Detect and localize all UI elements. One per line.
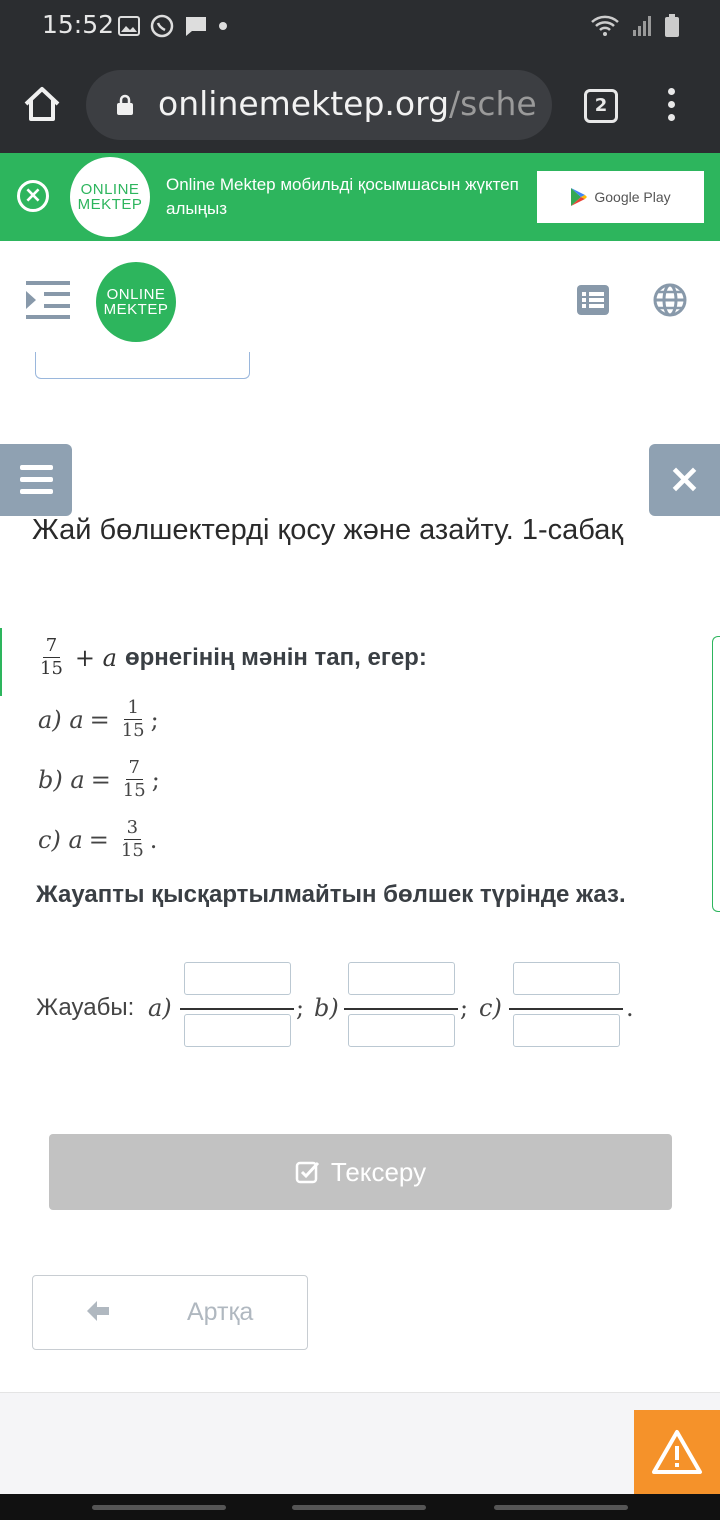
option-variable: a (69, 705, 84, 734)
notification-icons (118, 14, 228, 38)
check-button[interactable] (49, 1134, 672, 1210)
home-icon[interactable] (22, 84, 62, 124)
option-fraction (120, 758, 149, 801)
status-bar (0, 0, 720, 54)
lock-icon (116, 94, 134, 116)
task-instruction: Жауапты қысқартылмайтын бөлшек түрінде жаз. (36, 881, 626, 908)
expression-operator: + a (74, 643, 117, 672)
fraction-denominator: 15 (40, 658, 63, 679)
answer-separator: ; (296, 994, 305, 1022)
signal-icon (632, 15, 652, 37)
google-play-icon (570, 187, 588, 207)
logo-line-2: MEKTEP (77, 196, 143, 213)
fraction-denominator: 15 (120, 840, 144, 861)
warning-icon (634, 1410, 720, 1494)
sidebar-toggle-icon[interactable] (26, 279, 70, 321)
url-path: /sche (449, 84, 537, 123)
expression-fraction (37, 636, 66, 679)
answer-b-numerator-input[interactable] (348, 962, 455, 995)
logo-line-2: MEKTEP (103, 301, 169, 318)
close-panel-button[interactable]: × (649, 444, 720, 516)
globe-icon[interactable] (653, 283, 687, 317)
nav-home-gesture[interactable] (292, 1505, 426, 1510)
nav-recents-gesture[interactable] (494, 1505, 628, 1510)
partial-card (35, 352, 250, 379)
option-variable: a (68, 825, 83, 854)
site-header (0, 241, 720, 361)
answer-part-a-label: a) (148, 994, 172, 1022)
answer-c-fraction (509, 960, 623, 1050)
answer-separator: ; (460, 994, 469, 1022)
fraction-bar (180, 1008, 294, 1010)
answer-part-c-label: c) (479, 994, 502, 1022)
url-text (158, 84, 537, 123)
answer-row (36, 960, 696, 1050)
site-logo[interactable] (96, 262, 176, 342)
back-button-label: Артқа (187, 1298, 254, 1326)
option-b (38, 758, 160, 801)
fraction-numerator: 3 (124, 818, 141, 840)
answer-a-denominator-input[interactable] (184, 1014, 291, 1047)
tab-switcher-button[interactable]: 2 (584, 89, 618, 123)
page-footer (0, 1392, 720, 1496)
option-fraction (119, 698, 148, 741)
address-bar[interactable] (86, 70, 552, 140)
option-label: b) (38, 765, 63, 794)
close-banner-button[interactable]: × (17, 180, 49, 212)
scroll-indicator (712, 636, 720, 912)
answer-label: Жауабы: (36, 994, 135, 1021)
report-problem-button[interactable] (634, 1410, 720, 1494)
answer-part-b-label: b) (314, 994, 339, 1022)
arrow-left-icon (85, 1298, 111, 1324)
system-nav-bar (0, 1494, 720, 1520)
online-mektep-logo (70, 157, 150, 237)
option-label: a) (38, 705, 62, 734)
option-end: . (149, 825, 158, 854)
browser-toolbar (0, 54, 720, 153)
fraction-numerator: 7 (43, 636, 60, 658)
message-icon (184, 15, 208, 37)
fraction-numerator: 7 (126, 758, 143, 780)
option-equals: = (88, 825, 109, 854)
list-icon[interactable] (577, 285, 609, 315)
fraction-denominator: 15 (122, 780, 146, 801)
image-icon (118, 16, 140, 36)
option-variable: a (70, 765, 85, 794)
answer-a-numerator-input[interactable] (184, 962, 291, 995)
whatsapp-icon (150, 14, 174, 38)
dot-icon (218, 21, 228, 31)
answer-c-numerator-input[interactable] (513, 962, 620, 995)
option-end: ; (151, 765, 160, 794)
answer-a-fraction (180, 960, 294, 1050)
answer-b-fraction (344, 960, 458, 1050)
google-play-button[interactable] (537, 171, 704, 223)
url-domain: onlinemektep.org (158, 84, 450, 123)
browser-menu-icon[interactable] (664, 88, 678, 128)
wifi-icon (590, 15, 620, 37)
option-fraction (118, 818, 147, 861)
logo-line-1: ONLINE (106, 286, 166, 303)
nav-back-gesture[interactable] (92, 1505, 226, 1510)
status-time: 15:52 (42, 10, 115, 39)
option-label: c) (38, 825, 61, 854)
option-c (38, 818, 157, 861)
app-download-banner (0, 153, 720, 241)
task-marker (0, 628, 2, 696)
lesson-menu-button[interactable] (0, 444, 72, 516)
option-equals: = (90, 765, 111, 794)
option-a (38, 698, 159, 741)
google-play-label: Google Play (594, 189, 671, 205)
answer-b-denominator-input[interactable] (348, 1014, 455, 1047)
banner-message: Online Mektep мобильді қосымшасын жүктеп алыңыз (166, 175, 519, 218)
option-equals: = (89, 705, 110, 734)
lesson-title: Жай бөлшектерді қосу және азайту. 1-сабақ (32, 514, 624, 546)
option-end: ; (150, 705, 159, 734)
answer-end: . (626, 994, 634, 1022)
checkbox-checked-icon (295, 1160, 321, 1184)
fraction-numerator: 1 (124, 698, 141, 720)
logo-line-1: ONLINE (80, 181, 140, 198)
fraction-bar (344, 1008, 458, 1010)
task-prompt: өрнегінің мәнін тап, егер: (124, 643, 427, 671)
battery-icon (664, 14, 680, 38)
back-button[interactable] (32, 1275, 308, 1350)
system-icons (590, 14, 680, 38)
answer-c-denominator-input[interactable] (513, 1014, 620, 1047)
fraction-bar (509, 1008, 623, 1010)
fraction-denominator: 15 (121, 720, 145, 741)
task-expression (34, 636, 427, 679)
check-button-label: Тексеру (330, 1156, 427, 1187)
